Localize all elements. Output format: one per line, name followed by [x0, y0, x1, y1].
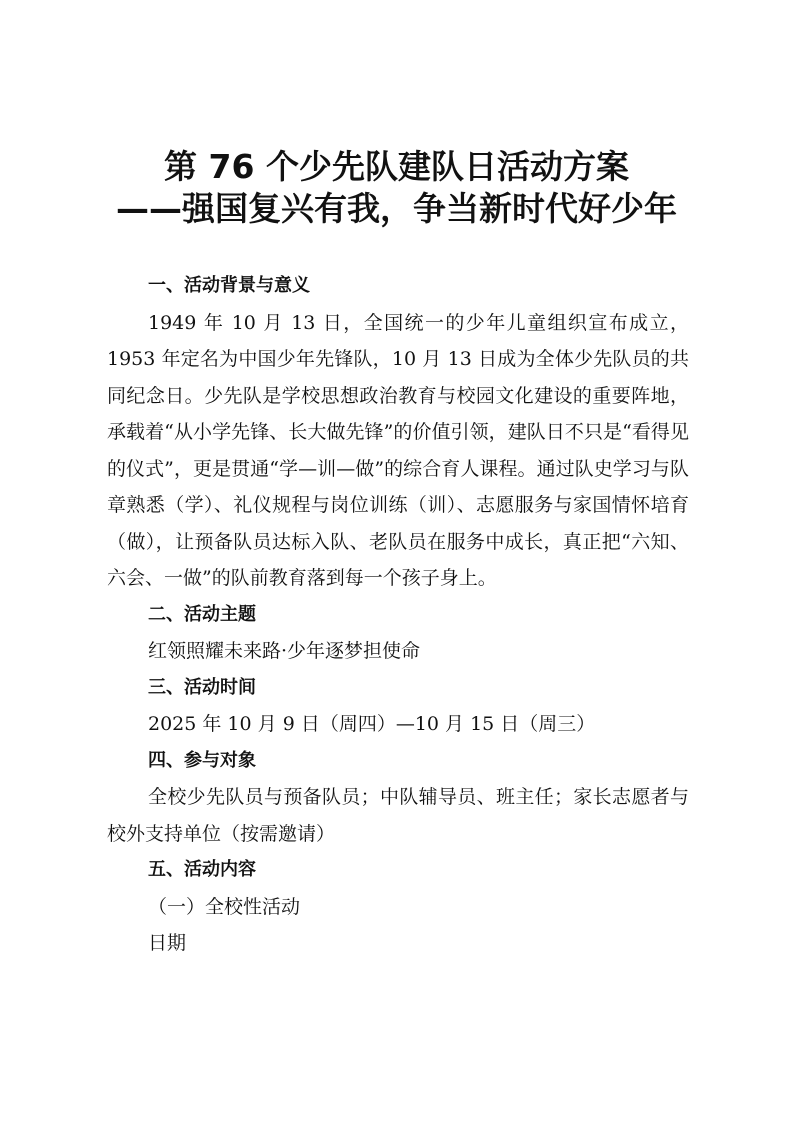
section-heading-participants: 四、参与对象 — [148, 749, 256, 771]
theme-text: 红领照耀未来路·少年逐梦担使命 — [148, 640, 421, 662]
schoolwide-date-label: 日期 — [148, 932, 187, 954]
section-heading-background: 一、活动背景与意义 — [148, 275, 310, 296]
document-body — [107, 268, 689, 962]
title-line-2: ——强国复兴有我，争当新时代好少年 — [116, 189, 677, 228]
section-heading-theme: 二、活动主题 — [148, 603, 256, 625]
time-text: 2025 年 10 月 9 日（周四）—10 月 15 日（周三） — [148, 713, 596, 735]
subsection-heading-schoolwide: （一）全校性活动 — [148, 895, 301, 918]
document-title — [0, 146, 793, 230]
section-heading-content: 五、活动内容 — [148, 859, 256, 880]
section-heading-time: 三、活动时间 — [148, 676, 256, 698]
title-line-1: 第 76 个少先队建队日活动方案 — [164, 147, 629, 186]
participants-paragraph: 全校少先队员与预备队员；中队辅导员、班主任；家长志愿者与校外支持单位（按需邀请） — [107, 786, 689, 845]
section-paragraph-background: 1949 年 10 月 13 日，全国统一的少年儿童组织宣布成立，1953 年定名为中国少年先锋队，10 月 13 日成为全体少先队员的共同纪念日。少先队是学校思想政治教育与校园文化建设的重要阵地，承载着“从小学先锋、长大做先锋”的价值引领，建队日不只是“看得见的仪式”，更是贯通“学—训—做”的综合育人课程。通过队史学习与队章熟悉（学）、礼仪规程与岗位训练（训）、志愿服务与家国情怀培育（做），让预备队员达标入队、老队员在服务中成长，真正把“六知、六会、一做”的队前教育落到每一个孩子身上。 — [107, 311, 689, 589]
